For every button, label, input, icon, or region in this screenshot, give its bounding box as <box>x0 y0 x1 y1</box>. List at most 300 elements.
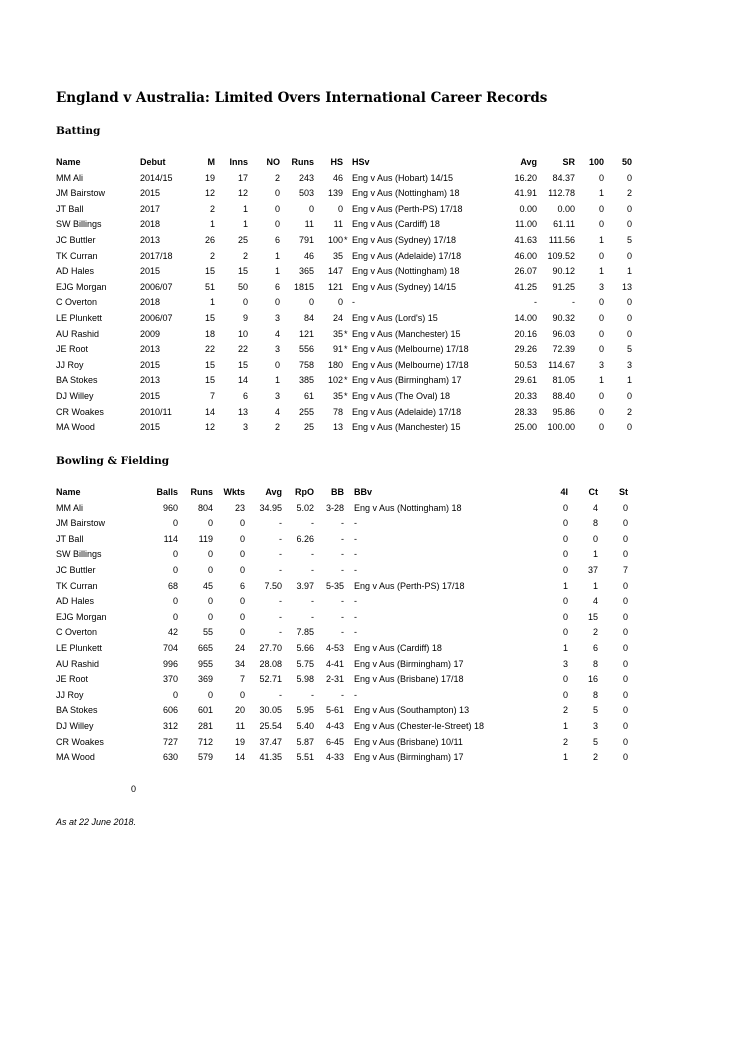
batting-cell: 100 <box>327 234 343 245</box>
spacer-cell <box>344 516 354 532</box>
batting-cell: 13 <box>237 406 248 417</box>
spacer-cell <box>344 579 354 595</box>
batting-cell: 0 <box>598 297 604 308</box>
bowling-row <box>56 501 628 517</box>
batting-row <box>56 311 632 327</box>
batting-cell: 11.00 <box>515 219 537 230</box>
bowling-cell: - <box>279 611 282 622</box>
bowling-cell: - <box>311 518 314 529</box>
bowling-cell: 0 <box>592 533 598 544</box>
bowling-cell: 370 <box>162 674 178 685</box>
player-name: EJG Morgan <box>56 281 107 292</box>
player-name: AU Rashid <box>56 658 100 669</box>
batting-cell: Eng v Aus (Adelaide) 17/18 <box>352 250 462 261</box>
bowling-row <box>56 657 628 673</box>
bowling-cell: 8 <box>592 658 598 669</box>
bowling-row <box>56 688 628 704</box>
player-name: C Overton <box>56 297 98 308</box>
bowling-cell: 20 <box>234 705 245 716</box>
bowling-cell: 1 <box>562 580 568 591</box>
bowling-cell: Eng v Aus (Brisbane) 17/18 <box>354 674 464 685</box>
batting-row <box>56 327 632 343</box>
batting-cell: * <box>344 375 348 386</box>
spacer-cell <box>344 594 354 610</box>
batting-cell: 7 <box>209 390 215 401</box>
spacer-cell <box>344 750 354 766</box>
bowling-cell: 0 <box>562 611 568 622</box>
batting-cell: 2017 <box>140 203 161 214</box>
batting-cell: 503 <box>298 188 314 199</box>
player-name: BA Stokes <box>56 375 98 386</box>
bowling-cell: 3-28 <box>325 502 344 513</box>
batting-cell: 29.61 <box>514 375 537 386</box>
player-name: JC Buttler <box>56 234 96 245</box>
batting-cell: 10 <box>237 328 248 339</box>
bowling-cell: 37 <box>587 564 598 575</box>
batting-cell: 147 <box>327 266 343 277</box>
col-high-score: HS <box>330 157 343 167</box>
bowling-cell: 0 <box>207 564 213 575</box>
batting-cell: 0 <box>598 406 604 417</box>
bowling-cell: - <box>354 518 357 529</box>
col-name: Name <box>56 487 81 497</box>
batting-cell: 22 <box>204 344 215 355</box>
player-name: AD Hales <box>56 266 95 277</box>
batting-cell: 180 <box>327 359 343 370</box>
batting-cell: Eng v Aus (Nottingham) 18 <box>352 188 460 199</box>
batting-row <box>56 186 632 202</box>
bowling-cell: 19 <box>234 736 245 747</box>
batting-cell: 22 <box>237 344 248 355</box>
batting-cell: 2 <box>274 172 280 183</box>
bowling-cell: 2 <box>562 736 568 747</box>
batting-cell: 2 <box>209 203 215 214</box>
batting-cell: 14 <box>204 406 215 417</box>
batting-cell: 791 <box>298 234 314 245</box>
bowling-cell: 312 <box>162 720 178 731</box>
player-name: JJ Roy <box>56 359 84 370</box>
bowling-cell: 704 <box>162 642 178 653</box>
bowling-cell: - <box>279 518 282 529</box>
batting-cell: 41.25 <box>514 281 537 292</box>
player-name: SW Billings <box>56 219 102 230</box>
batting-cell: 1 <box>598 234 604 245</box>
col-hundreds: 100 <box>588 157 604 167</box>
batting-cell: - <box>534 297 537 308</box>
bowling-cell: - <box>341 611 344 622</box>
player-name: JT Ball <box>56 203 84 214</box>
batting-cell: 12 <box>204 422 215 433</box>
bowling-cell: - <box>341 533 344 544</box>
batting-cell: 0 <box>274 203 280 214</box>
bowling-cell: 0 <box>562 502 568 513</box>
batting-cell: 1 <box>626 375 632 386</box>
bowling-cell: 5 <box>592 705 598 716</box>
batting-cell: Eng v Aus (The Oval) 18 <box>352 390 451 401</box>
player-name: EJG Morgan <box>56 611 107 622</box>
bowling-cell: 2 <box>592 752 598 763</box>
bowling-cell: - <box>311 689 314 700</box>
batting-cell: 100.00 <box>547 422 575 433</box>
batting-cell: 1 <box>626 266 632 277</box>
bowling-cell: 0 <box>239 627 245 638</box>
batting-cell: 17 <box>237 172 248 183</box>
col-matches: M <box>207 157 215 167</box>
batting-cell: 19 <box>204 172 215 183</box>
player-name: JJ Roy <box>56 689 84 700</box>
player-name: AD Hales <box>56 596 95 607</box>
batting-cell: 46 <box>332 172 343 183</box>
batting-cell: 35 <box>332 328 343 339</box>
batting-cell: * <box>344 328 348 339</box>
batting-row <box>56 405 632 421</box>
col-stumpings: St <box>619 487 628 497</box>
batting-row <box>56 171 632 187</box>
batting-cell: 1 <box>598 188 604 199</box>
bowling-body <box>56 501 628 766</box>
bowling-cell: 0 <box>622 627 628 638</box>
spacer-cell <box>344 672 354 688</box>
batting-cell: 243 <box>298 172 314 183</box>
bowling-cell: Eng v Aus (Nottingham) 18 <box>354 502 462 513</box>
batting-cell <box>343 202 352 218</box>
bowling-row <box>56 625 628 641</box>
batting-cell: 29.26 <box>514 344 537 355</box>
bowling-cell: - <box>341 596 344 607</box>
spacer-cell <box>344 641 354 657</box>
batting-row <box>56 342 632 358</box>
bowling-cell: Eng v Aus (Birmingham) 17 <box>354 658 464 669</box>
bowling-cell: - <box>341 689 344 700</box>
batting-cell: - <box>352 297 355 308</box>
bowling-cell: 27.70 <box>259 642 282 653</box>
bowling-cell: 1 <box>562 642 568 653</box>
batting-table <box>56 155 632 436</box>
batting-cell: 50 <box>237 281 248 292</box>
player-name: JC Buttler <box>56 564 96 575</box>
player-name: MA Wood <box>56 422 95 433</box>
bowling-cell: 5.87 <box>296 736 314 747</box>
batting-cell <box>343 186 352 202</box>
player-name: C Overton <box>56 627 98 638</box>
batting-cell: 0 <box>626 328 632 339</box>
batting-cell: 1 <box>242 219 248 230</box>
batting-cell: 1 <box>209 219 215 230</box>
bowling-cell: 45 <box>202 580 213 591</box>
spacer-cell <box>344 610 354 626</box>
batting-cell: 3 <box>626 359 632 370</box>
batting-cell: 365 <box>298 266 314 277</box>
player-name: JT Ball <box>56 533 84 544</box>
bowling-cell: 0 <box>562 627 568 638</box>
batting-cell: 28.33 <box>514 406 537 417</box>
batting-cell: 51 <box>204 281 215 292</box>
batting-cell: 84 <box>303 312 314 323</box>
col-name: Name <box>56 157 81 167</box>
batting-cell: 90.32 <box>552 312 575 323</box>
batting-cell: Eng v Aus (Melbourne) 17/18 <box>352 359 469 370</box>
bowling-cell: 0 <box>172 611 178 622</box>
batting-cell: 61 <box>303 390 314 401</box>
col-strike-rate: SR <box>562 157 575 167</box>
bowling-cell: 0 <box>207 596 213 607</box>
bowling-cell: 4-43 <box>325 720 344 731</box>
bowling-cell: - <box>279 533 282 544</box>
col-catches: Ct <box>588 487 598 497</box>
batting-cell: 0 <box>308 297 314 308</box>
batting-cell: 1 <box>274 266 280 277</box>
bowling-cell: 30.05 <box>259 705 282 716</box>
batting-cell: 0 <box>598 390 604 401</box>
batting-cell: 2009 <box>140 328 161 339</box>
bowling-cell: 23 <box>234 502 245 513</box>
bowling-cell: 0 <box>172 518 178 529</box>
batting-cell: 0.00 <box>557 203 575 214</box>
batting-cell: 15 <box>237 266 248 277</box>
batting-cell: 2010/11 <box>140 406 172 417</box>
batting-cell: 0 <box>626 172 632 183</box>
col-average: Avg <box>520 157 537 167</box>
bowling-cell: 0 <box>562 674 568 685</box>
player-name: LE Plunkett <box>56 312 103 323</box>
bowling-cell: 0 <box>562 596 568 607</box>
bowling-row <box>56 532 628 548</box>
bowling-cell: 0 <box>172 689 178 700</box>
batting-cell: Eng v Aus (Perth-PS) 17/18 <box>352 203 463 214</box>
batting-cell: Eng v Aus (Hobart) 14/15 <box>352 172 454 183</box>
batting-cell: Eng v Aus (Nottingham) 18 <box>352 266 460 277</box>
batting-cell <box>343 249 352 265</box>
batting-cell: 5 <box>626 344 632 355</box>
bowling-cell: 369 <box>197 674 213 685</box>
batting-cell: 2 <box>209 250 215 261</box>
bowling-cell: 0 <box>239 689 245 700</box>
batting-cell <box>343 358 352 374</box>
bowling-cell: 1 <box>562 752 568 763</box>
bowling-cell: 52.71 <box>259 674 282 685</box>
batting-cell: 2014/15 <box>140 172 173 183</box>
bowling-cell: 5.98 <box>296 674 314 685</box>
player-name: LE Plunkett <box>56 642 103 653</box>
bowling-cell: 0 <box>562 533 568 544</box>
batting-cell: 102 <box>327 375 343 386</box>
col-average: Avg <box>265 487 282 497</box>
bowling-cell: 11 <box>235 720 245 731</box>
bowling-cell: 0 <box>172 549 178 560</box>
bowling-cell: 0 <box>239 549 245 560</box>
bowling-cell: 3.97 <box>296 580 314 591</box>
batting-cell: 6 <box>242 390 248 401</box>
batting-cell: 0 <box>626 422 632 433</box>
bowling-cell: 42 <box>167 627 178 638</box>
bowling-cell: 0 <box>622 611 628 622</box>
batting-cell: 0 <box>242 297 248 308</box>
batting-cell <box>343 217 352 233</box>
bowling-cell: 0 <box>622 689 628 700</box>
batting-cell: 2013 <box>140 344 161 355</box>
batting-cell: 0 <box>598 172 604 183</box>
batting-cell: 2013 <box>140 375 161 386</box>
bowling-cell: 34 <box>234 658 245 669</box>
bowling-cell: 5.51 <box>296 752 314 763</box>
bowling-cell: 0 <box>239 518 245 529</box>
bowling-cell: 6 <box>239 580 245 591</box>
spacer-cell <box>344 532 354 548</box>
bowling-cell: 0 <box>622 596 628 607</box>
bowling-cell: 0 <box>172 564 178 575</box>
batting-cell: 0 <box>337 297 343 308</box>
bowling-cell: - <box>354 689 357 700</box>
bowling-cell: 5.02 <box>296 502 314 513</box>
batting-heading: Batting <box>56 125 101 137</box>
bowling-cell: - <box>311 549 314 560</box>
batting-cell: 20.33 <box>514 390 537 401</box>
batting-cell: 1 <box>209 297 215 308</box>
batting-cell <box>343 420 352 436</box>
col-high-score-venue: HSv <box>352 157 370 167</box>
batting-cell: 2015 <box>140 422 161 433</box>
bowling-cell: 665 <box>197 642 213 653</box>
batting-cell <box>343 280 352 296</box>
bowling-cell: Eng v Aus (Southampton) 13 <box>354 705 470 716</box>
bowling-cell: - <box>354 564 357 575</box>
bowling-cell: 5.40 <box>296 720 314 731</box>
bowling-cell: 2 <box>562 705 568 716</box>
bowling-cell: 6.26 <box>296 533 314 544</box>
bowling-cell: 1 <box>592 549 598 560</box>
bowling-cell: 712 <box>197 736 213 747</box>
batting-cell: 88.40 <box>552 390 575 401</box>
bowling-cell: 2-31 <box>325 674 344 685</box>
bowling-cell: 6-45 <box>325 736 344 747</box>
batting-cell: 15 <box>204 312 215 323</box>
bowling-cell: 0 <box>622 549 628 560</box>
bowling-cell: 0 <box>562 518 568 529</box>
bowling-cell: 7.85 <box>296 627 314 638</box>
bowling-cell: - <box>279 689 282 700</box>
bowling-cell: 0 <box>622 642 628 653</box>
batting-cell: 0 <box>598 250 604 261</box>
batting-cell: Eng v Aus (Adelaide) 17/18 <box>352 406 462 417</box>
bowling-cell: 114 <box>163 533 178 544</box>
batting-cell: 3 <box>598 359 604 370</box>
as-at-note: As at 22 June 2018. <box>56 817 137 827</box>
bowling-cell: Eng v Aus (Cardiff) 18 <box>354 642 442 653</box>
batting-header-row <box>56 155 632 171</box>
bowling-cell: 41.35 <box>259 752 282 763</box>
player-name: JE Root <box>56 344 89 355</box>
bowling-cell: 960 <box>162 502 178 513</box>
bowling-cell: 0 <box>172 596 178 607</box>
batting-cell: 2 <box>626 406 632 417</box>
bowling-cell: 5.66 <box>296 642 314 653</box>
batting-cell: 121 <box>327 281 343 292</box>
bowling-cell: 579 <box>197 752 213 763</box>
player-name: TK Curran <box>56 250 98 261</box>
batting-cell <box>343 295 352 311</box>
col-runs: Runs <box>291 157 314 167</box>
bowling-cell: 5.95 <box>296 705 314 716</box>
bowling-cell: - <box>354 549 357 560</box>
bowling-cell: 0 <box>622 518 628 529</box>
batting-cell: 0 <box>274 297 280 308</box>
bowling-cell: 7.50 <box>264 580 282 591</box>
batting-cell: 15 <box>204 359 215 370</box>
batting-cell: 2018 <box>140 297 161 308</box>
batting-cell: 81.05 <box>552 375 575 386</box>
bowling-cell: 15 <box>587 611 598 622</box>
batting-cell: 2015 <box>140 188 161 199</box>
batting-cell: 0 <box>274 188 280 199</box>
bowling-row <box>56 672 628 688</box>
bowling-cell: 601 <box>197 705 213 716</box>
batting-cell: 109.52 <box>547 250 575 261</box>
batting-cell: 84.37 <box>552 172 575 183</box>
batting-cell: 0 <box>598 203 604 214</box>
batting-cell: 25 <box>237 234 248 245</box>
bowling-row <box>56 719 628 735</box>
batting-cell: 9 <box>242 312 248 323</box>
spacer-cell <box>344 688 354 704</box>
batting-cell: Eng v Aus (Sydney) 14/15 <box>352 281 457 292</box>
batting-cell: 0 <box>626 390 632 401</box>
batting-row <box>56 264 632 280</box>
bowling-cell: 281 <box>197 720 213 731</box>
bowling-cell: 5-61 <box>325 705 344 716</box>
spacer-cell <box>344 703 354 719</box>
batting-cell: 2006/07 <box>140 312 173 323</box>
batting-cell: 0 <box>626 312 632 323</box>
batting-cell: 1 <box>274 375 280 386</box>
batting-cell: 26 <box>204 234 215 245</box>
batting-cell: 385 <box>298 375 314 386</box>
batting-cell: 0 <box>626 219 632 230</box>
batting-cell: 2006/07 <box>140 281 173 292</box>
batting-cell: 758 <box>298 359 314 370</box>
batting-cell: 556 <box>298 344 314 355</box>
batting-cell: 1 <box>274 250 280 261</box>
bowling-cell: - <box>279 549 282 560</box>
player-name: CR Woakes <box>56 406 104 417</box>
bowling-cell: - <box>279 627 282 638</box>
bowling-cell: 4 <box>592 596 598 607</box>
bowling-cell: 0 <box>239 611 245 622</box>
batting-cell: 91 <box>332 344 343 355</box>
spacer-cell <box>344 735 354 751</box>
bowling-cell: 955 <box>197 658 213 669</box>
spacer-cell <box>344 501 354 517</box>
batting-cell: 2 <box>242 250 248 261</box>
player-name: MM Ali <box>56 172 83 183</box>
col-four-wickets: 4I <box>560 487 568 497</box>
bowling-cell: - <box>354 627 357 638</box>
bowling-cell: - <box>341 549 344 560</box>
batting-cell: 0 <box>308 203 314 214</box>
batting-row <box>56 358 632 374</box>
batting-cell: 25.00 <box>514 422 537 433</box>
bowling-cell: 24 <box>234 642 245 653</box>
batting-body <box>56 171 632 436</box>
bowling-cell: 0 <box>622 705 628 716</box>
batting-cell: 18 <box>204 328 215 339</box>
batting-cell: * <box>344 344 348 355</box>
col-best-bowling: BB <box>331 487 344 497</box>
batting-cell: 25 <box>303 422 314 433</box>
batting-cell: Eng v Aus (Birmingham) 17 <box>352 375 462 386</box>
extra-value: 0 <box>131 784 137 794</box>
batting-cell: Eng v Aus (Manchester) 15 <box>352 422 461 433</box>
batting-cell: 95.86 <box>552 406 575 417</box>
